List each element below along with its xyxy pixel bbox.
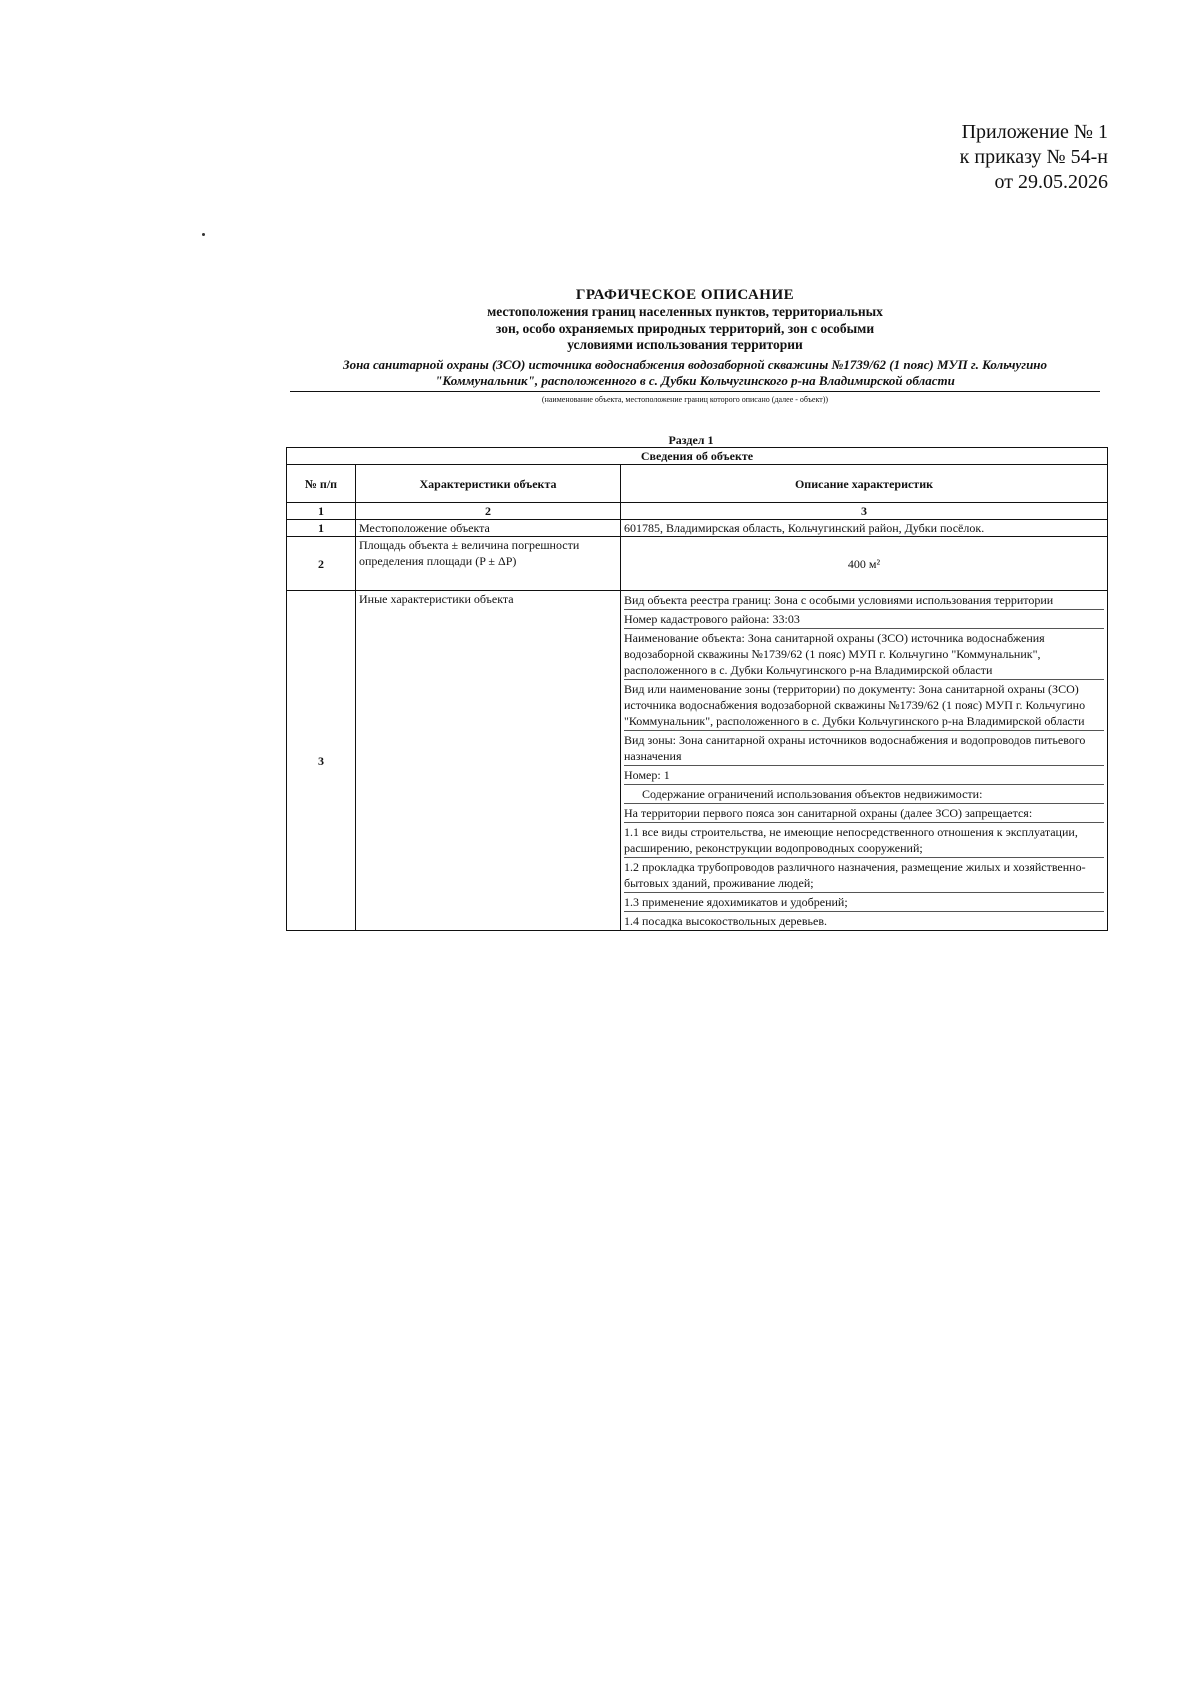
object-name-caption: (наименование объекта, местоположение границ которого описано (далее - объект)) bbox=[541, 394, 829, 404]
desc-restrictions-heading: Содержание ограничений использования объектов недвижимости: bbox=[624, 785, 1104, 804]
header-number-1: 1 bbox=[287, 503, 356, 520]
desc-zone-type: Вид зоны: Зона санитарной охраны источников водоснабжения и водопроводов питьевого назначения bbox=[624, 731, 1104, 766]
desc-registry-type: Вид объекта реестра границ: Зона с особыми условиями использования территории bbox=[624, 591, 1104, 610]
desc-zone-name-by-document: Вид или наименование зоны (территории) по документу: Зона санитарной охраны (ЗСО) источника водоснабжения водозаборной скважины №1739/62 (1 пояс) МУП г. Кольчугино "Коммунальник", расположенного в с. Дубки Кольчугинского р-на Владимирской области bbox=[624, 680, 1104, 731]
row-1-characteristic: Местоположение объекта bbox=[356, 520, 621, 537]
document-title-block bbox=[270, 286, 1100, 405]
desc-restrictions-intro: На территории первого пояса зон санитарной охраны (далее ЗСО) запрещается: bbox=[624, 804, 1104, 823]
appendix-line-2: к приказу № 54-н bbox=[959, 146, 1108, 168]
desc-number: Номер: 1 bbox=[624, 766, 1104, 785]
section-label: Раздел 1 bbox=[668, 433, 714, 447]
object-name: Зона санитарной охраны (ЗСО) источника водоснабжения водозаборной скважины №1739/62 (1 пояс) МУП г. Кольчугино "Коммунальник", расположенного в с. Дубки Кольчугинского р-на Владимирской области bbox=[290, 357, 1100, 392]
desc-restriction-1-1: 1.1 все виды строительства, не имеющие непосредственного отношения к эксплуатации, расширению, реконструкции водопроводных сооружений; bbox=[624, 823, 1104, 858]
row-3-description bbox=[621, 591, 1108, 931]
scan-speck bbox=[202, 233, 205, 236]
document-title: ГРАФИЧЕСКОЕ ОПИСАНИЕ bbox=[575, 287, 795, 303]
row-3-characteristic: Иные характеристики объекта bbox=[356, 591, 621, 931]
row-1-description: 601785, Владимирская область, Кольчугинский район, Дубки посёлок. bbox=[621, 520, 1108, 537]
desc-object-name: Наименование объекта: Зона санитарной охраны (ЗСО) источника водоснабжения водозаборной скважины №1739/62 (1 пояс) МУП г. Кольчугино "Коммунальник", расположенного в с. Дубки Кольчугинского р-на Владимирской области bbox=[624, 629, 1104, 680]
document-subtitle-line-1: местоположения границ населенных пунктов, территориальных bbox=[487, 304, 883, 319]
row-1-num: 1 bbox=[287, 520, 356, 537]
appendix-line-3: от 29.05.2026 bbox=[994, 171, 1108, 193]
row-3-num: 3 bbox=[287, 591, 356, 931]
appendix-reference bbox=[848, 120, 1108, 195]
row-2-description: 400 м² bbox=[621, 537, 1108, 591]
desc-cadastral-district: Номер кадастрового района: 33:03 bbox=[624, 610, 1104, 629]
desc-restriction-1-2: 1.2 прокладка трубопроводов различного назначения, размещение жилых и хозяйственно-бытовых зданий, проживание людей; bbox=[624, 858, 1104, 893]
header-num: № п/п bbox=[287, 465, 356, 503]
appendix-line-1: Приложение № 1 bbox=[961, 121, 1108, 143]
header-description: Описание характеристик bbox=[621, 465, 1108, 503]
desc-restriction-1-3: 1.3 применение ядохимикатов и удобрений; bbox=[624, 893, 1104, 912]
document-subtitle-line-3: условиями использования территории bbox=[567, 337, 803, 352]
document-subtitle-line-2: зон, особо охраняемых природных территорий, зон с особыми bbox=[495, 320, 875, 336]
table-row bbox=[287, 591, 1108, 931]
header-number-2: 2 bbox=[356, 503, 621, 520]
table-row bbox=[287, 537, 1108, 591]
header-number-3: 3 bbox=[621, 503, 1108, 520]
object-info-table bbox=[286, 447, 1108, 931]
desc-restriction-1-4: 1.4 посадка высокоствольных деревьев. bbox=[624, 914, 828, 928]
table-row bbox=[287, 520, 1108, 537]
header-characteristics: Характеристики объекта bbox=[356, 465, 621, 503]
table-title: Сведения об объекте bbox=[287, 448, 1108, 465]
row-2-num: 2 bbox=[287, 537, 356, 591]
row-2-characteristic: Площадь объекта ± величина погрешности определения площади (P ± ΔP) bbox=[356, 537, 621, 591]
